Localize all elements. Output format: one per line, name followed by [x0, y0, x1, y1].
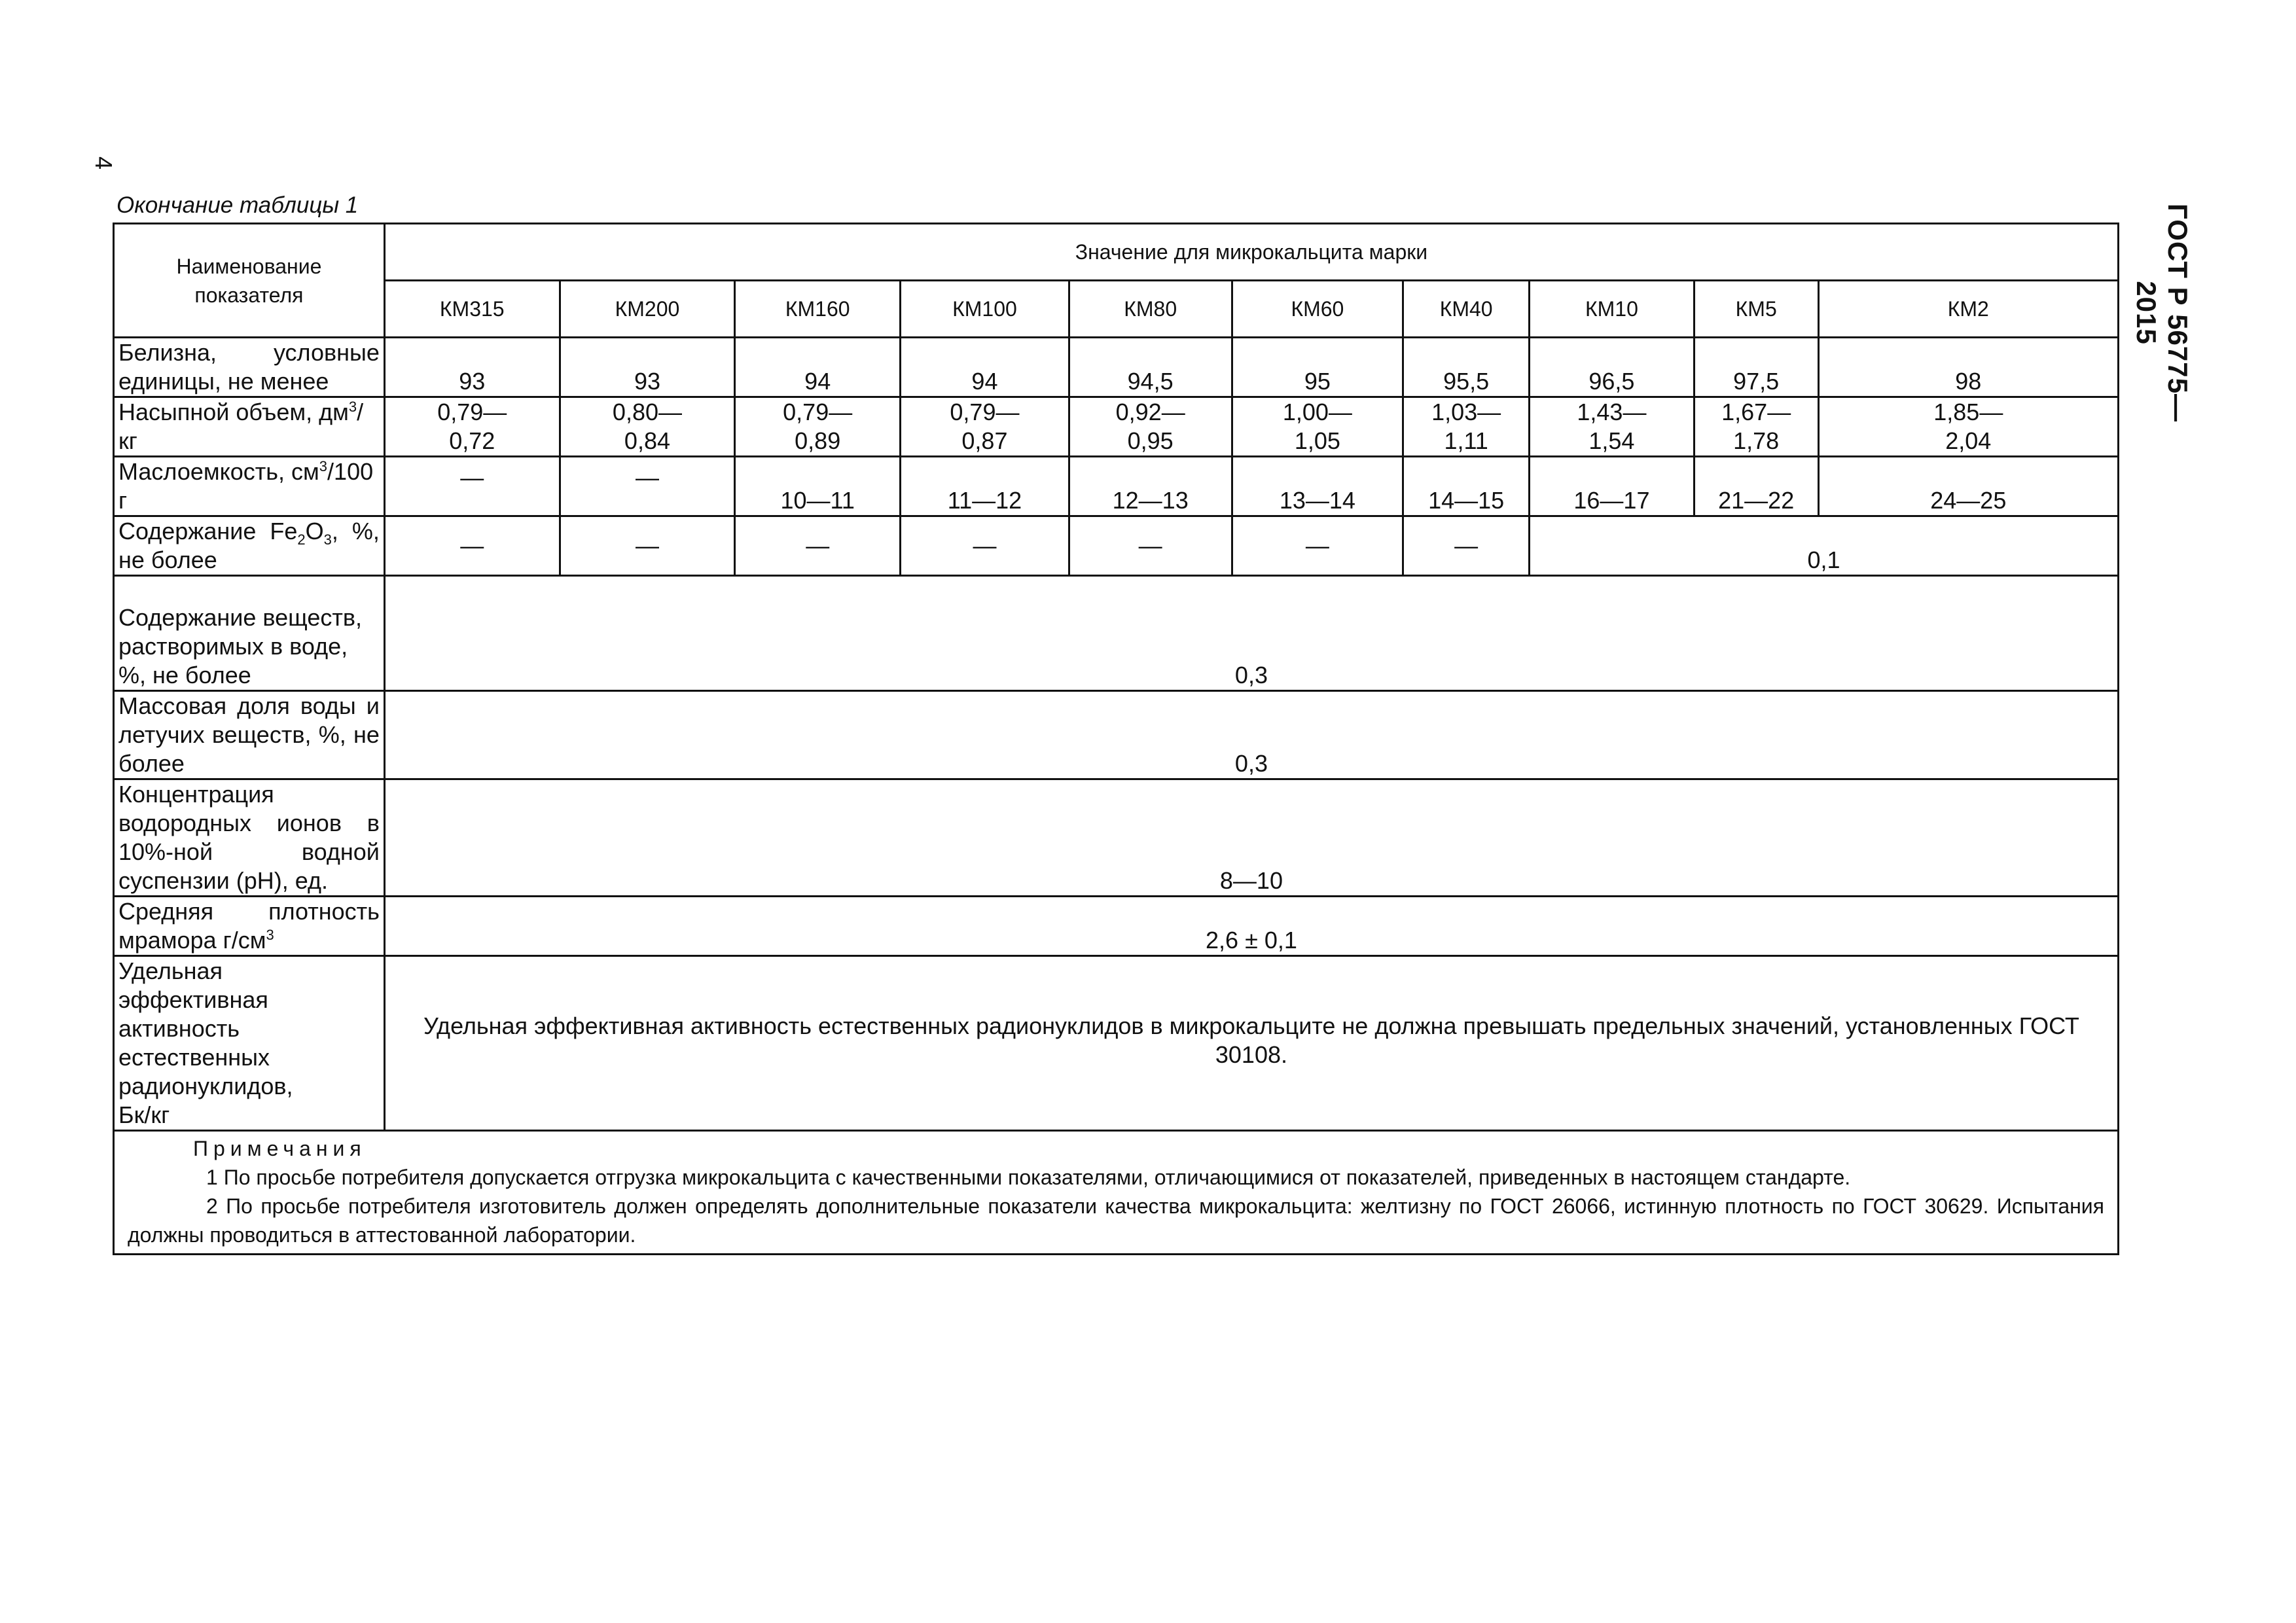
row-name-part: Содержание Fe [118, 518, 298, 544]
row-name-whiteness: Белизна, условные единицы, не менее [114, 338, 385, 397]
range-top: 1,03— [1431, 399, 1501, 425]
value-cell: 95 [1232, 338, 1403, 397]
brand-header: КМ200 [560, 281, 735, 338]
value-cell: 95,5 [1403, 338, 1530, 397]
subscript: 3 [323, 531, 332, 548]
row-name-part: /100 г [118, 458, 374, 514]
subscript: 2 [297, 531, 306, 548]
range-cell [1818, 397, 2118, 457]
row-name-part: /кг [118, 399, 364, 454]
value-cell: 94,5 [1069, 338, 1232, 397]
value-cell: 93 [384, 338, 560, 397]
row-name-part: Средняя плотность мрамора г/см [118, 898, 380, 954]
range-bottom: 1,54 [1588, 427, 1635, 454]
value-cell: 10—11 [735, 457, 901, 516]
superscript: 3 [348, 399, 357, 415]
table-row-whiteness [114, 338, 2119, 397]
specs-table [113, 223, 2119, 1255]
value-cell: — [384, 516, 560, 576]
table-row-soluble [114, 576, 2119, 691]
range-cell [1069, 397, 1232, 457]
row-name-part: O [305, 518, 324, 544]
merged-value-cell: Удельная эффективная активность естественных радионуклидов в микрокальците не должна превышать предельных значений, установленных ГОСТ 30108. [384, 956, 2118, 1131]
range-cell [1530, 397, 1695, 457]
brand-header: КМ2 [1818, 281, 2118, 338]
value-cell: — [901, 516, 1069, 576]
range-top: 1,85— [1933, 399, 2003, 425]
range-cell [1403, 397, 1530, 457]
table-row-density [114, 897, 2119, 956]
row-name-bulk-volume [114, 397, 385, 457]
row-name-soluble: Содержание веществ, растворимых в воде, %, не более [114, 576, 385, 691]
range-bottom: 0,84 [624, 427, 670, 454]
row-name-part: Маслоемкость, см [118, 458, 319, 485]
range-top: 0,79— [783, 399, 853, 425]
table-row-radioactivity [114, 956, 2119, 1131]
table-row-ph [114, 779, 2119, 897]
brand-header: КМ100 [901, 281, 1069, 338]
range-top: 1,43— [1577, 399, 1647, 425]
range-top: 0,80— [612, 399, 682, 425]
brand-header: КМ60 [1232, 281, 1403, 338]
range-bottom: 0,89 [795, 427, 841, 454]
range-bottom: 2,04 [1945, 427, 1992, 454]
brand-header: КМ160 [735, 281, 901, 338]
value-cell: 93 [560, 338, 735, 397]
range-bottom: 1,05 [1294, 427, 1340, 454]
range-top: 0,79— [437, 399, 507, 425]
value-cell: 94 [735, 338, 901, 397]
value-cell: 94 [901, 338, 1069, 397]
brand-header: КМ5 [1694, 281, 1818, 338]
table-row-fe2o3 [114, 516, 2119, 576]
indicator-header: Наименование показателя [114, 224, 385, 338]
range-cell [384, 397, 560, 457]
range-cell [1232, 397, 1403, 457]
brand-header: КМ315 [384, 281, 560, 338]
value-cell: — [384, 457, 560, 516]
value-cell: 14—15 [1403, 457, 1530, 516]
table-row-bulk-volume [114, 397, 2119, 457]
brands-header-row [114, 281, 2119, 338]
row-name-ph: Концентрация водородных ионов в 10%-ной водной суспензии (pH), ед. [114, 779, 385, 897]
superscript: 3 [319, 458, 328, 474]
merged-value-cell: 2,6 ± 0,1 [384, 897, 2118, 956]
value-cell: 11—12 [901, 457, 1069, 516]
document-code: ГОСТ Р 56775—2015 [2131, 203, 2193, 422]
value-cell: 98 [1818, 338, 2118, 397]
row-name-oil-absorption [114, 457, 385, 516]
row-name-density [114, 897, 385, 956]
range-bottom: 1,11 [1444, 427, 1488, 454]
value-cell: — [1232, 516, 1403, 576]
value-cell: 24—25 [1818, 457, 2118, 516]
note-item: 1 По просьбе потребителя допускается отгрузка микрокальцита с качественными показателями, отличающимися от показателей, приведенных в настоящем стандарте. [206, 1166, 1851, 1189]
table-caption: Окончание таблицы 1 [117, 192, 359, 218]
range-bottom: 0,95 [1127, 427, 1174, 454]
value-cell: 16—17 [1530, 457, 1695, 516]
notes-cell [114, 1131, 2119, 1255]
merged-value-cell: 8—10 [384, 779, 2118, 897]
value-cell: — [560, 516, 735, 576]
range-cell [735, 397, 901, 457]
row-name-moisture: Массовая доля воды и летучих веществ, %, не более [114, 691, 385, 779]
merged-value-cell: 0,1 [1530, 516, 2119, 576]
value-cell: — [1069, 516, 1232, 576]
range-bottom: 0,87 [961, 427, 1008, 454]
merged-value-cell: 0,3 [384, 576, 2118, 691]
row-name-part: , %, не более [118, 518, 380, 573]
range-top: 1,67— [1721, 399, 1791, 425]
table-row-notes [114, 1131, 2119, 1255]
range-cell [901, 397, 1069, 457]
table-header-row [114, 224, 2119, 281]
value-cell: 13—14 [1232, 457, 1403, 516]
value-cell: 21—22 [1694, 457, 1818, 516]
range-top: 0,92— [1115, 399, 1185, 425]
merged-value-cell: 0,3 [384, 691, 2118, 779]
value-cell: 97,5 [1694, 338, 1818, 397]
value-cell: — [735, 516, 901, 576]
row-name-fe2o3 [114, 516, 385, 576]
note-item: 2 По просьбе потребителя изготовитель должен определять дополнительные показатели качества микрокальцита: желтизну по ГОСТ 26066, истинную плотность по ГОСТ 30629. Испытания должны проводиться в аттестованной лаборатории. [128, 1194, 2104, 1247]
range-top: 1,00— [1282, 399, 1352, 425]
group-header: Значение для микрокальцита марки [384, 224, 2118, 281]
value-cell: 96,5 [1530, 338, 1695, 397]
table-row-moisture [114, 691, 2119, 779]
brand-header: КМ40 [1403, 281, 1530, 338]
value-cell: — [1403, 516, 1530, 576]
range-top: 0,79— [950, 399, 1020, 425]
range-cell [1694, 397, 1818, 457]
brand-header: КМ10 [1530, 281, 1695, 338]
value-cell: 12—13 [1069, 457, 1232, 516]
page-number: 4 [90, 156, 118, 170]
row-name-part: Насыпной объем, дм [118, 399, 349, 425]
range-bottom: 1,78 [1733, 427, 1780, 454]
table-row-oil-absorption [114, 457, 2119, 516]
value-cell: — [560, 457, 735, 516]
range-cell [560, 397, 735, 457]
row-name-radioactivity: Удельная эффективная активность естественных радионуклидов, Бк/кг [114, 956, 385, 1131]
brand-header: КМ80 [1069, 281, 1232, 338]
range-bottom: 0,72 [449, 427, 495, 454]
superscript: 3 [266, 927, 274, 943]
notes-title: Примечания [193, 1137, 367, 1160]
